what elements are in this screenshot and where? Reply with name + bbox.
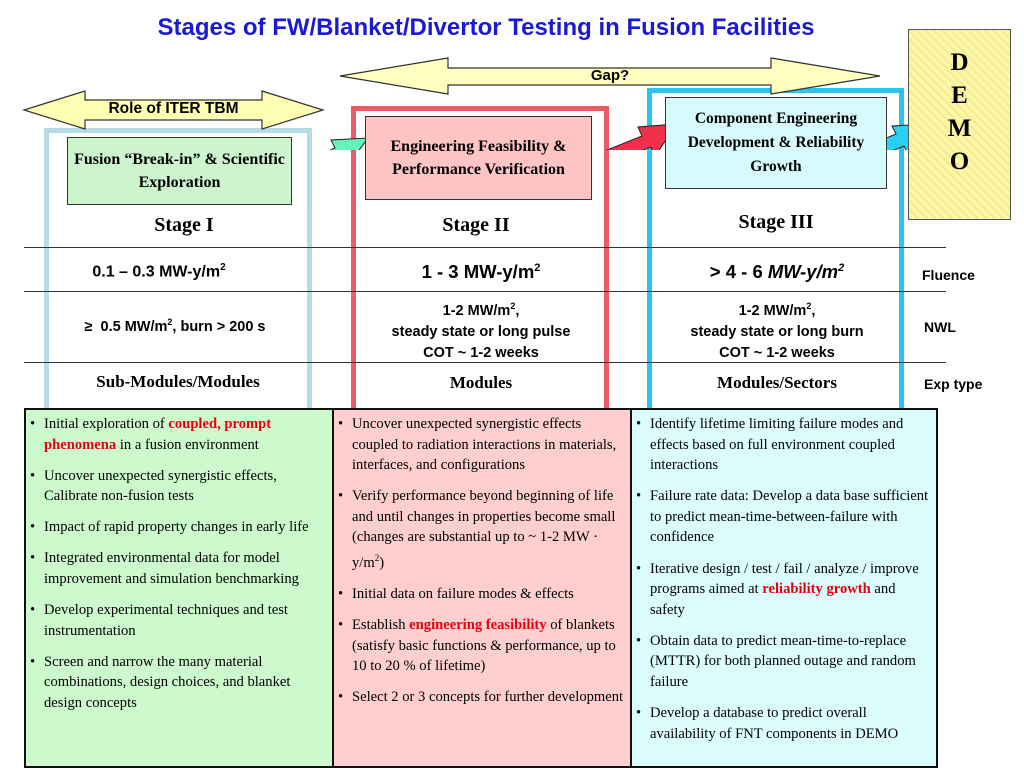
fluence-sup: 2 bbox=[838, 261, 845, 274]
list-item: • Obtain data to predict mean-time-to-replace (MTTR) for both planned outage and random failure bbox=[636, 632, 916, 691]
row-label-exp-type: Exp type bbox=[924, 376, 983, 392]
demo-letter: M bbox=[947, 115, 972, 142]
arrow-stage2-to-stage3 bbox=[582, 124, 677, 150]
nwl-sup: 2 bbox=[806, 301, 812, 311]
nwl-line: COT ~ 1-2 weeks bbox=[423, 344, 539, 361]
nwl-text: , burn > 200 s bbox=[172, 318, 266, 335]
stage-2-fluence bbox=[352, 261, 610, 283]
list-item: • Uncover unexpected synergistic effects, Calibrate non-fusion tests bbox=[30, 467, 277, 505]
nwl-sup: 2 bbox=[510, 301, 516, 311]
stage-3-nwl bbox=[648, 296, 906, 364]
stage-2-nwl bbox=[352, 296, 610, 364]
stage-2-exp-type: Modules bbox=[449, 373, 513, 392]
nwl-text: 0.5 MW/m bbox=[100, 318, 168, 335]
demo-letter: E bbox=[951, 82, 968, 109]
list-item: • Integrated environmental data for model improvement and simulation benchmarking bbox=[30, 550, 299, 588]
fluence-unit: MW-y/m bbox=[767, 261, 839, 282]
nwl-sup: 2 bbox=[167, 317, 173, 327]
fluence-sup: 2 bbox=[534, 261, 541, 274]
iter-tbm-label: Role of ITER TBM bbox=[108, 100, 239, 117]
demo-letter: O bbox=[949, 148, 970, 175]
nwl-text: , bbox=[811, 302, 816, 319]
stage-1-nwl bbox=[50, 317, 300, 335]
list-item: • Initial data on failure modes & effects bbox=[338, 586, 574, 603]
list-item: • Screen and narrow the many material combinations, design choices, and blanket design concepts bbox=[30, 653, 291, 712]
stage-3-fluence bbox=[648, 261, 906, 283]
list-item: • Verify performance beyond beginning of life and until changes in properties become small (changes are substantial up to ~ 1-2 MW · $y/m^2$) bbox=[338, 488, 616, 571]
list-item: • Establish engineering feasibility of blankets (satisfy basic functions & performance, up to 10 to 20 % of lifetime) bbox=[338, 617, 616, 675]
stage-3-box-text: Component Engineering Development & Reliability Growth bbox=[687, 110, 865, 175]
demo-box bbox=[908, 29, 1011, 220]
stage-2-details-panel bbox=[332, 408, 632, 768]
list-item: • Develop a database to predict overall availability of FNT components in DEMO bbox=[636, 705, 899, 742]
stage-3-exp-type: Modules/Sectors bbox=[717, 373, 837, 392]
stage-1-box-text: Fusion “Break-in” & Scientific Exploration bbox=[74, 151, 285, 191]
list-item: • Failure rate data: Develop a data base sufficient to predict mean-time-between-failure with confidence bbox=[636, 488, 929, 546]
nwl-text: , bbox=[515, 302, 520, 319]
nwl-line: steady state or long burn bbox=[690, 323, 864, 340]
stage-1-box bbox=[67, 137, 292, 205]
stage-2-box bbox=[365, 116, 592, 200]
stage-3-title: Stage III bbox=[738, 211, 814, 233]
stage-2-title: Stage II bbox=[442, 214, 510, 236]
fluence-text: 0.1 – 0.3 MW-y/m bbox=[92, 263, 221, 281]
list-item: • Identify lifetime limiting failure modes and effects based on full environment coupled interactions bbox=[636, 416, 904, 474]
stage-1-title: Stage I bbox=[154, 214, 214, 236]
page-title: Stages of FW/Blanket/Divertor Testing in Fusion Facilities bbox=[157, 14, 815, 41]
gap-label: Gap? bbox=[590, 67, 630, 84]
nwl-line: steady state or long pulse bbox=[391, 323, 571, 340]
row-label-nwl: NWL bbox=[924, 319, 956, 335]
row-label-fluence: Fluence bbox=[922, 267, 975, 283]
list-item: • Initial exploration of coupled, prompt phenomena in a fusion environment bbox=[30, 416, 272, 453]
nwl-text: 1-2 MW/m bbox=[442, 302, 511, 319]
list-item: • Develop experimental techniques and test instrumentation bbox=[30, 602, 288, 639]
stage-1-exp-type: Sub-Modules/Modules bbox=[96, 372, 260, 391]
arrow-stage1-to-stage2 bbox=[285, 138, 368, 150]
list-item: • Uncover unexpected synergistic effects coupled to radiation interactions in materials, interfaces, and configurations bbox=[338, 416, 617, 474]
stage-1-fluence bbox=[44, 262, 274, 281]
stage-3-box bbox=[665, 97, 887, 189]
fluence-text: 1 - 3 MW-y/m bbox=[421, 261, 535, 282]
stage-3-details-panel bbox=[630, 408, 938, 768]
fluence-sup: 2 bbox=[220, 262, 226, 273]
nwl-text: 1-2 MW/m bbox=[738, 302, 807, 319]
demo-letter: D bbox=[950, 49, 969, 76]
list-item: • Select 2 or 3 concepts for further development bbox=[338, 689, 624, 706]
stage-2-box-text: Engineering Feasibility & Performance Verification bbox=[390, 138, 567, 178]
list-item: • Impact of rapid property changes in early life bbox=[30, 519, 309, 536]
list-item: • Iterative design / test / fail / analyze / improve programs aimed at reliability growth and safety bbox=[636, 560, 919, 618]
nwl-line: COT ~ 1-2 weeks bbox=[719, 344, 835, 361]
fluence-text: > 4 - 6 bbox=[709, 261, 768, 282]
divider-line bbox=[24, 291, 946, 292]
divider-line bbox=[24, 247, 946, 248]
nwl-prefix: ≥ bbox=[84, 318, 93, 335]
stage-1-details-panel bbox=[24, 408, 334, 768]
